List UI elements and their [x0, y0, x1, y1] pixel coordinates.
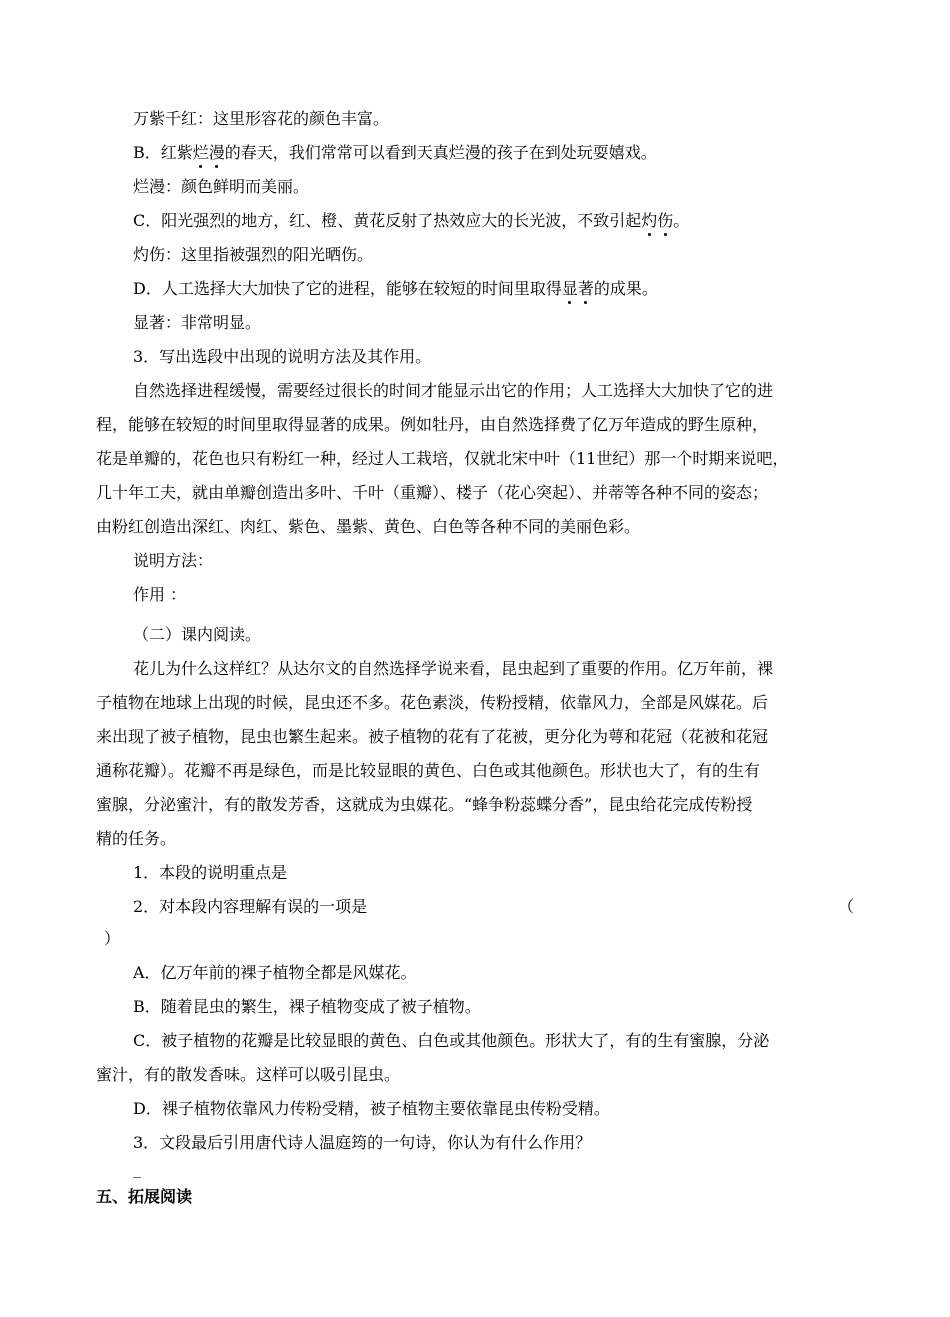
emphasis-char: 著: [577, 279, 594, 298]
option-b: B．随着昆虫的繁生，裸子植物变成了被子植物。: [133, 997, 481, 1016]
option-text: C．阳光强烈的地方，红、橙、黄花反射了热效应大的长光波，不致引起: [133, 211, 642, 230]
option-c-line: [133, 210, 689, 232]
option-text: 的春天，我们常常可以看到天真烂漫的孩子在到处玩耍嬉戏。: [224, 143, 657, 162]
option-text: 。: [673, 211, 690, 230]
passage-1-line: 自然选择进程缓慢，需要经过很长的时间才能显示出它的作用；人工选择大大加快了它的进: [133, 381, 774, 400]
passage-1-line: 程，能够在较短的时间里取得显著的成果。例如牡丹，由自然选择费了亿万年造成的野生原种，: [96, 415, 769, 434]
emphasis-char: 灼: [641, 211, 658, 230]
answer-paren-open: （: [838, 897, 855, 916]
question-3-reading: 3．文段最后引用唐代诗人温庭筠的一句诗，你认为有什么作用？: [133, 1133, 592, 1152]
section-heading: （二）课内阅读。: [133, 625, 262, 644]
option-d-line: [133, 278, 658, 300]
option-d: D．裸子植物依靠风力传粉受精，被子植物主要依靠昆虫传粉受精。: [133, 1099, 610, 1118]
option-b-line: [133, 142, 657, 164]
passage-1-line: 花是单瓣的，花色也只有粉红一种，经过人工栽培，仅就北宋中叶（11世纪）那一个时期来说吧，: [96, 449, 789, 468]
passage-1-line: 几十年工夫，就由单瓣创造出多叶、千叶（重瓣）、楼子（花心突起）、并蒂等各种不同的姿态；: [96, 483, 769, 502]
option-c: C．被子植物的花瓣是比较显眼的黄色、白色或其他颜色。形状大了，有的生有蜜腺，分泌: [133, 1031, 770, 1050]
answer-paren-close: ）: [104, 929, 121, 948]
passage-2-line: 子植物在地球上出现的时候，昆虫还不多。花色素淡，传粉授精，依靠风力，全部是风媒花。后: [96, 693, 769, 712]
question-2: 2．对本段内容理解有误的一项是: [133, 897, 368, 916]
option-text: 的成果。: [593, 279, 658, 298]
option-text: B．红紫: [133, 143, 193, 162]
method-label: 说明方法：: [133, 551, 214, 570]
effect-label: 作用 ：: [133, 585, 187, 604]
definition-line: 灼伤：这里指被强烈的阳光晒伤。: [133, 245, 374, 264]
option-c-continued: 蜜汁，有的散发香味。这样可以吸引昆虫。: [96, 1065, 401, 1084]
option-text: D．人工选择大大加快了它的进程，能够在较短的时间里取得: [133, 279, 562, 298]
question-1: 1．本段的说明重点是: [133, 863, 288, 882]
definition-line: 烂漫：颜色鲜明而美丽。: [133, 177, 310, 196]
passage-2-line: 来出现了被子植物，昆虫也繁生起来。被子植物的花有了花被，更分化为萼和花冠（花被和花冠: [96, 727, 769, 746]
passage-2-line: 花儿为什么这样红？从达尔文的自然选择学说来看，昆虫起到了重要的作用。亿万年前，裸: [133, 659, 774, 678]
passage-2-line: 通称花瓣）。花瓣不再是绿色，而是比较显眼的黄色、白色或其他颜色。形状也大了，有的生有: [96, 761, 761, 780]
section-5-heading: 五、拓展阅读: [96, 1187, 193, 1206]
emphasis-char: 漫: [208, 143, 225, 162]
option-a: A．亿万年前的裸子植物全都是风媒花。: [133, 963, 417, 982]
passage-1-line: 由粉红创造出深红、肉红、紫色、墨紫、黄色、白色等各种不同的美丽色彩。: [96, 517, 641, 536]
definition-line: 显著：非常明显。: [133, 313, 262, 332]
answer-blank: _: [133, 1159, 141, 1178]
passage-2-line: 蜜腺，分泌蜜汁，有的散发芳香，这就成为虫媒花。“蜂争粉蕊蝶分香”，昆虫给花完成传粉授: [96, 795, 753, 814]
definition-line: 万紫千红：这里形容花的颜色丰富。: [133, 109, 390, 128]
emphasis-char: 伤: [657, 211, 674, 230]
emphasis-char: 显: [561, 279, 578, 298]
passage-2-line: 精的任务。: [96, 829, 177, 848]
question-3: 3．写出选段中出现的说明方法及其作用。: [133, 347, 432, 366]
emphasis-char: 烂: [192, 143, 209, 162]
